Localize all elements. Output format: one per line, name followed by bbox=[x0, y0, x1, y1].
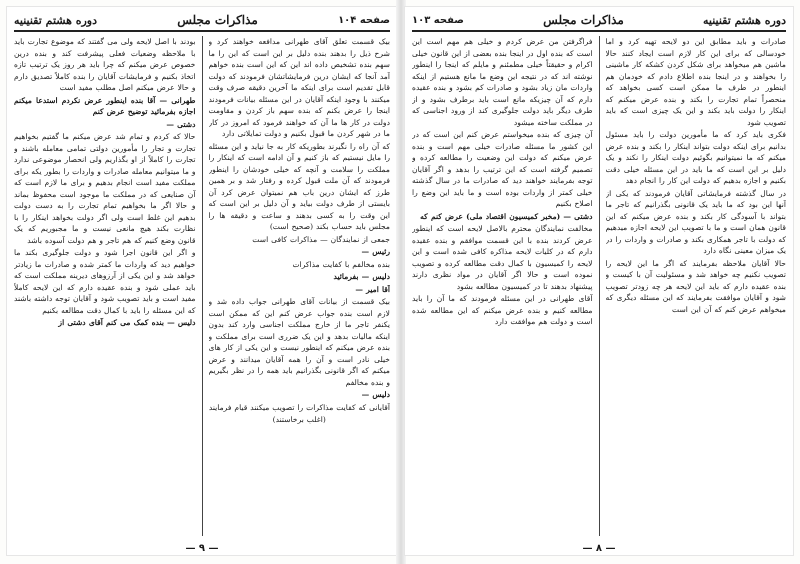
right-page-columns bbox=[412, 36, 786, 536]
paragraph: بیک قسمت از بیانات آقای طهرانی جواب داده شد و لازم است بنده جواب عرض کنم این که ممکن است یکنفر تاجر ما از خارج مملکت اجناسی وارد کند بدون اینکه مالیات بدهد و این یک ضرری است برای مملکت و بنده عرض میکنم که اینطور نیست و این یکی از کار های خیلی نادر است و آن را همه آقایان میدانند و عرض میکنم که اگر قانونی بگذرانیم باید همه را در نظر بگیریم و بنده مخالفم bbox=[208, 297, 390, 387]
right-page-title: مذاکرات مجلس bbox=[543, 13, 624, 27]
paragraph: صادرات و باید مطابق این دو لایحه تهیه کرد و اما خودسالی که برای این کار لازم است ایجاد کنند حالا ماشین هم میخواهد برای شکل کردن کشکه کار ماشینی را بخواهند و در اینجا بنده اطلاع دادم که خودمان هم اینطور در طرف ما ممکن است کسی بخواهد که منحصراً تمام تجارت را بکند و بنده عرض میکنم که اینکار را دولت باید بکند و این یک چیزی است که باید تصویب شود bbox=[605, 37, 786, 127]
right-page-column-right bbox=[606, 36, 787, 536]
column-divider bbox=[202, 36, 203, 536]
left-page-title: مذاکرات مجلس bbox=[177, 13, 258, 27]
left-page-column-right bbox=[209, 36, 391, 536]
paragraph: فراگرفتن من عرض کردم و خیلی هم مهم است این است که بنده اول در اینجا بنده بعضی از این قانون خیلی اکرام و حقیقتاً خیلی مطمئنم و مایلم که اینجا را اینطور نوشته اند که در نتیجه این وضع ما مانع هستیم از اینکه واردات مان زیاد بشود و صادرات کم بشود و بنده عقیده دارم که آن چیزیکه مانع است باید برطرف بشود و از طرف دیگر باید دولت جلوگیری کند از ورود اجناسی که در مملکت ساخته میشود bbox=[412, 37, 593, 127]
paragraph: بیک قسمت تعلق آقای طهرانی مدافعه خواهند کرد و شرح ذیل را بدهند بنده دلیل بر این است که این را ما سهم بنده تشخیص داده اند این که این است بنده خواهم آمد آنجا که ایشان درین فرمایشاتشان فرمودند که دولت قابل تقدیم است برای اینکه ما آخرین دقیقه صرف وقت میکنند با وجود اینکه آقایان در این مسئله بیانات فرمودند اینجا را عرض بکنم که بنده سهم باز کردن و مقاومت دولت در کار ها ما آن که خواهند فرمود که امروز در کار ما در شهر کردن ما قبول بکنیم و دولت تمایلاتی دارد bbox=[208, 37, 390, 138]
paragraph: آن چیزی که بنده میخواستم عرض کنم این است که در این کشور ما مسئله صادرات خیلی مهم است و بنده عرض میکنم که دولت این وضعیت را مطالعه کرده و تصمیم گرفته است که این ترتیب را بدهد و اگر آقایان توجه بفرمایند خواهند دید که صادرات ما در سال گذشته خیلی کمتر از واردات بوده است و ما باید این وضع را اصلاح بکنیم bbox=[412, 130, 593, 208]
right-page-number: صفحه ۱۰۳ bbox=[412, 14, 464, 26]
left-page-header bbox=[14, 10, 390, 32]
speaker-line: دشتی — bbox=[166, 119, 196, 129]
speaker-line: آقا امیر — bbox=[355, 284, 390, 294]
paragraph: بنده مخالفم با کفایت مذاکرات bbox=[292, 259, 390, 269]
paragraph: آقای طهرانی در این مسئله فرمودند که ما آن را باید مطالعه کنیم و بنده عرض میکنم که این مطالعه شده است و دولت هم موافقت دارد bbox=[412, 294, 593, 326]
right-page-footer: — ۸ — bbox=[582, 543, 616, 554]
left-page-column-left bbox=[14, 36, 196, 536]
paragraph: جمعی از نمایندگان — مذاکرات کافی است bbox=[252, 234, 390, 244]
right-page bbox=[404, 6, 794, 556]
left-page-columns bbox=[14, 36, 390, 536]
stage-note: (اغلب برخاستند) bbox=[272, 415, 326, 424]
paragraph: مخالفت نمایندگان محترم بالاصل لایحه است که اینطور عرض کردند بنده با این قسمت موافقم و بنده عقیده دارم که در کلیات لایحه مذاکره کافی شده است و این لایحه را کمیسیون با کمال دقت مطالعه کرده و تصویب نموده است و حالا اگر آقایان در مواد نظری دارند پیشنهاد بدهند تا در کمیسیون مطالعه بشود bbox=[412, 224, 593, 291]
left-page-number: صفحه ۱۰۴ bbox=[338, 14, 390, 26]
speaker-line: دلیس — بفرمائید bbox=[333, 272, 390, 281]
paragraph: در سال گذشته فرمایشاتی آقایان فرمودند که یکی از آنها این بود که ما باید یک قانونی بگذرانیم که تاجر ما بتواند با آسودگی کار بکند و بنده عرض میکنم که این قانون همان است و ما با تصویب این لایحه اجازه میدهیم که دولت با تاجر همکاری بکند و صادرات و واردات را در یک میزان معینی نگاه دارد bbox=[605, 188, 786, 255]
paragraph: حالا آقایان ملاحظه بفرمایند که اگر ما این لایحه را تصویب نکنیم چه خواهد شد و مسئولیت آن با کیست و بنده عقیده دارم که باید این لایحه هر چه زودتر تصویب شود و آقایان موافقت بفرمایند که این مسئله دیگری که میخواهم عرض کنم که آن این است bbox=[605, 258, 786, 314]
left-page-footer: — ۹ — bbox=[185, 543, 219, 554]
speaker-line: دلیس — بنده کمک می کنم آقای دشتی از bbox=[58, 318, 196, 327]
paragraph: آقایانی که کفایت مذاکرات را تصویب میکنند قیام فرمایند bbox=[208, 402, 390, 412]
right-page-header bbox=[412, 10, 786, 32]
left-page-session: دوره هشتم تقنینیه bbox=[14, 13, 97, 27]
right-page-session: دوره هشتم تقنینیه bbox=[703, 13, 786, 27]
speaker-line: دشتی — (مخبر کمیسیون اقتصاد ملی) عرض کنم که bbox=[420, 211, 593, 221]
left-page bbox=[6, 6, 398, 556]
column-divider bbox=[599, 36, 600, 536]
right-page-column-left bbox=[412, 36, 593, 536]
paragraph: که آن راه را نگیرند بطوریکه کار به جا نیاید و این مسئله را مایل نیستیم که باز کنیم و آن ادامه است که اینکار را مملکت را سلامت و آنچه که خیلی خودشان را اینطور فرمودند که آن ملت قبول کرده و رفتار شد و بر همین طرز که ایشان درین باب هم نمیتوان عرض کرد آن بایستی از طرف دولت بیاید و آن دلیل بر این است که این وقت را به کسی بدهند و ساعت و دقیقه ها را مجلس باید حساب بکند (صحیح است) bbox=[208, 141, 390, 231]
paragraph: حالا که کردم و تمام شد عرض میکنم ما گفتیم بخواهیم تجارت و تجار را مأمورین دولتی تمامی معامله باشند و تجارت را کاملاً از او بگذاریم ولی انحصار موضوعی ندارد و ما میتوانیم معامله صادرات و واردات را بطور یکه برای مملکت مفید است انجام بدهیم و برای ما لازم است که آن صنایعی که در مملکت ما موجود است محفوظ بماند و حالا اگر ما بخواهیم تمام تجارت را به دست دولت بدهیم این غلط است ولی اگر دولت بخواهد اینکار را با نظارت بکند هیچ مانعی نیست و ما مجبوریم که یک قانون وضع کنیم که هم تاجر و هم دولت آسوده باشد bbox=[14, 132, 196, 245]
paragraph: بودند با اصل لایحه ولی می گفتند که موضوع تجارت باید با ملاحظه وضعیات فعلی پیشرفت کند و بنده درین خصوص عرض میکنم که چرا باید هر روز یک ترتیب تازه اتخاذ بکنیم و فرمایشات آقایان را بنده کاملاً تصدیق دارم و حالا عرض میکنم اصل مطلب مفید است bbox=[14, 37, 196, 92]
paragraph: فکری باید کرد که ما مأمورین دولت را باید مسئول بدانیم برای اینکه دولت بتواند اینکار را بکند و بنده عرض میکنم که ما نمیتوانیم بگوئیم دولت اینکار را نکند و یک دلیل بر این است که ما باید در این مسئله خیلی دقت بکنیم و اجازه بدهیم که دولت این کار را انجام دهد bbox=[605, 130, 786, 185]
speaker-line: طهرانی — آقا بنده اینطور عرض نکردم استدعا میکنم اجازه بفرمائید توضیح عرض کنم bbox=[14, 95, 196, 116]
speaker-line: دلیس — bbox=[361, 390, 390, 399]
paragraph: و اگر این قانون اجرا شود و دولت جلوگیری بکند ما خواهیم دید که واردات ما کمتر شده و صادرات ما زیادتر خواهد شد و این یکی از آرزوهای دیرینه مملکت است که باید عملی شود و بنده عقیده دارم که این لایحه کاملاً مفید است و باید تصویب شود و آقایان توجه داشته باشند که این مسئله را باید با کمال دقت مطالعه بکنیم bbox=[14, 248, 196, 315]
speaker-line: رئیس — bbox=[361, 247, 390, 256]
